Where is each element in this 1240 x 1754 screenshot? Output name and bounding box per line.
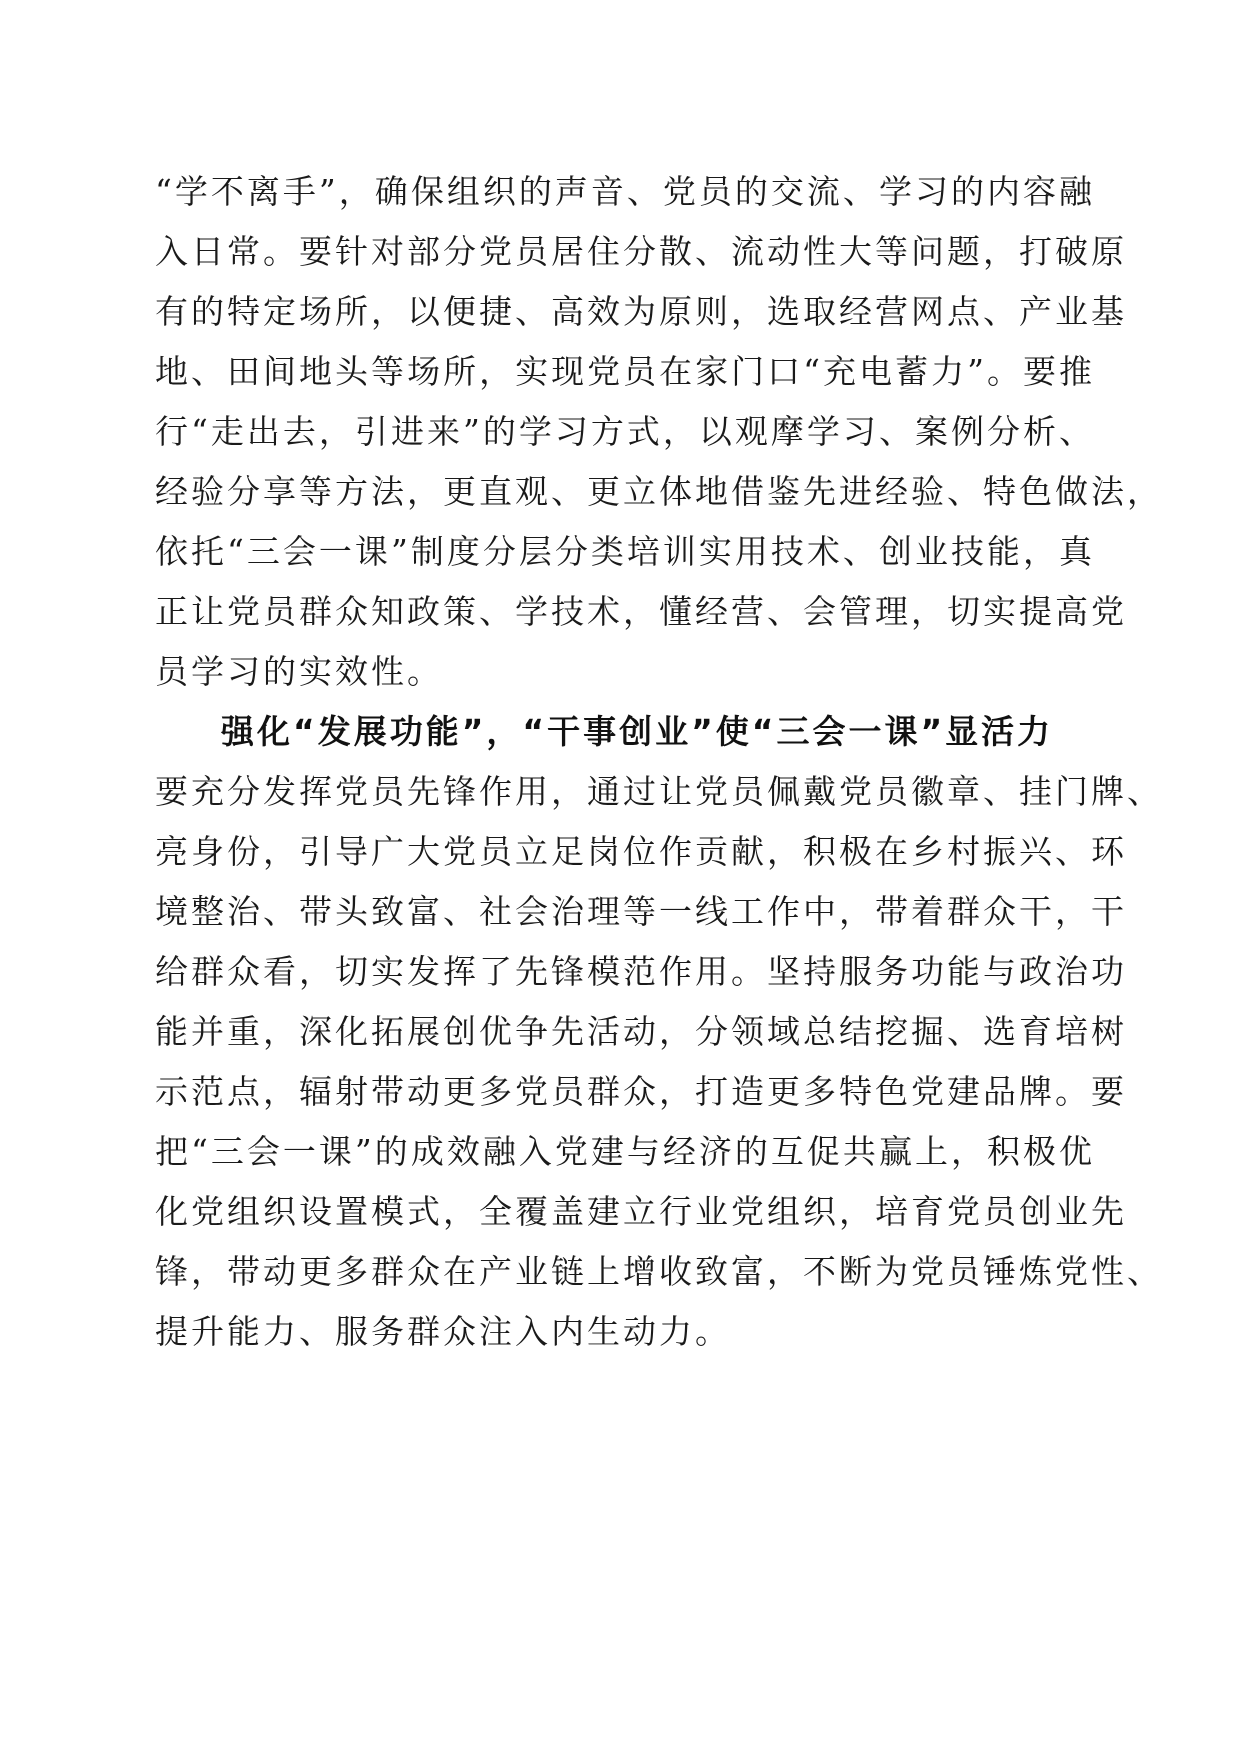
paragraph1-line: 行“走出去，引进来”的学习方式，以观摩学习、案例分析、: [155, 412, 1095, 451]
document-body: [155, 162, 1163, 1362]
paragraph2-line: 亮身份，引导广大党员立足岗位作贡献，积极在乡村振兴、环: [155, 832, 1127, 871]
paragraph2-line: 能并重，深化拓展创优争先活动，分领域总结挖掘、选育培树: [155, 1012, 1127, 1051]
paragraph1-line: 正让党员群众知政策、学技术，懂经营、会管理，切实提高党: [155, 592, 1127, 631]
paragraph2-line: 给群众看，切实发挥了先锋模范作用。坚持服务功能与政治功: [155, 952, 1127, 991]
paragraph1-line: “学不离手”，确保组织的声音、党员的交流、学习的内容融: [155, 172, 1095, 211]
paragraph1-line: 有的特定场所，以便捷、高效为原则，选取经营网点、产业基: [155, 292, 1127, 331]
paragraph1-line: 依托“三会一课”制度分层分类培训实用技术、创业技能，真: [155, 532, 1095, 571]
paragraph2-line: 把“三会一课”的成效融入党建与经济的互促共赢上，积极优: [155, 1132, 1095, 1171]
paragraph2-line: 锋，带动更多群众在产业链上增收致富，不断为党员锤炼党性、: [155, 1252, 1163, 1291]
section-heading: 强化“发展功能”，“干事创业”使“三会一课”显活力: [221, 712, 1054, 751]
paragraph2-line: 要充分发挥党员先锋作用，通过让党员佩戴党员徽章、挂门牌、: [155, 772, 1163, 811]
paragraph1-line: 入日常。要针对部分党员居住分散、流动性大等问题，打破原: [155, 232, 1127, 271]
paragraph1-line: 地、田间地头等场所，实现党员在家门口“充电蓄力”。要推: [155, 352, 1095, 391]
paragraph2-line: 提升能力、服务群众注入内生动力。: [155, 1312, 731, 1351]
paragraph2-line: 示范点，辐射带动更多党员群众，打造更多特色党建品牌。要: [155, 1072, 1127, 1111]
paragraph1-line: 经验分享等方法，更直观、更立体地借鉴先进经验、特色做法，: [155, 472, 1163, 511]
paragraph2-line: 化党组织设置模式，全覆盖建立行业党组织，培育党员创业先: [155, 1192, 1127, 1231]
paragraph1-line: 员学习的实效性。: [155, 652, 443, 691]
paragraph2-line: 境整治、带头致富、社会治理等一线工作中，带着群众干，干: [155, 892, 1127, 931]
